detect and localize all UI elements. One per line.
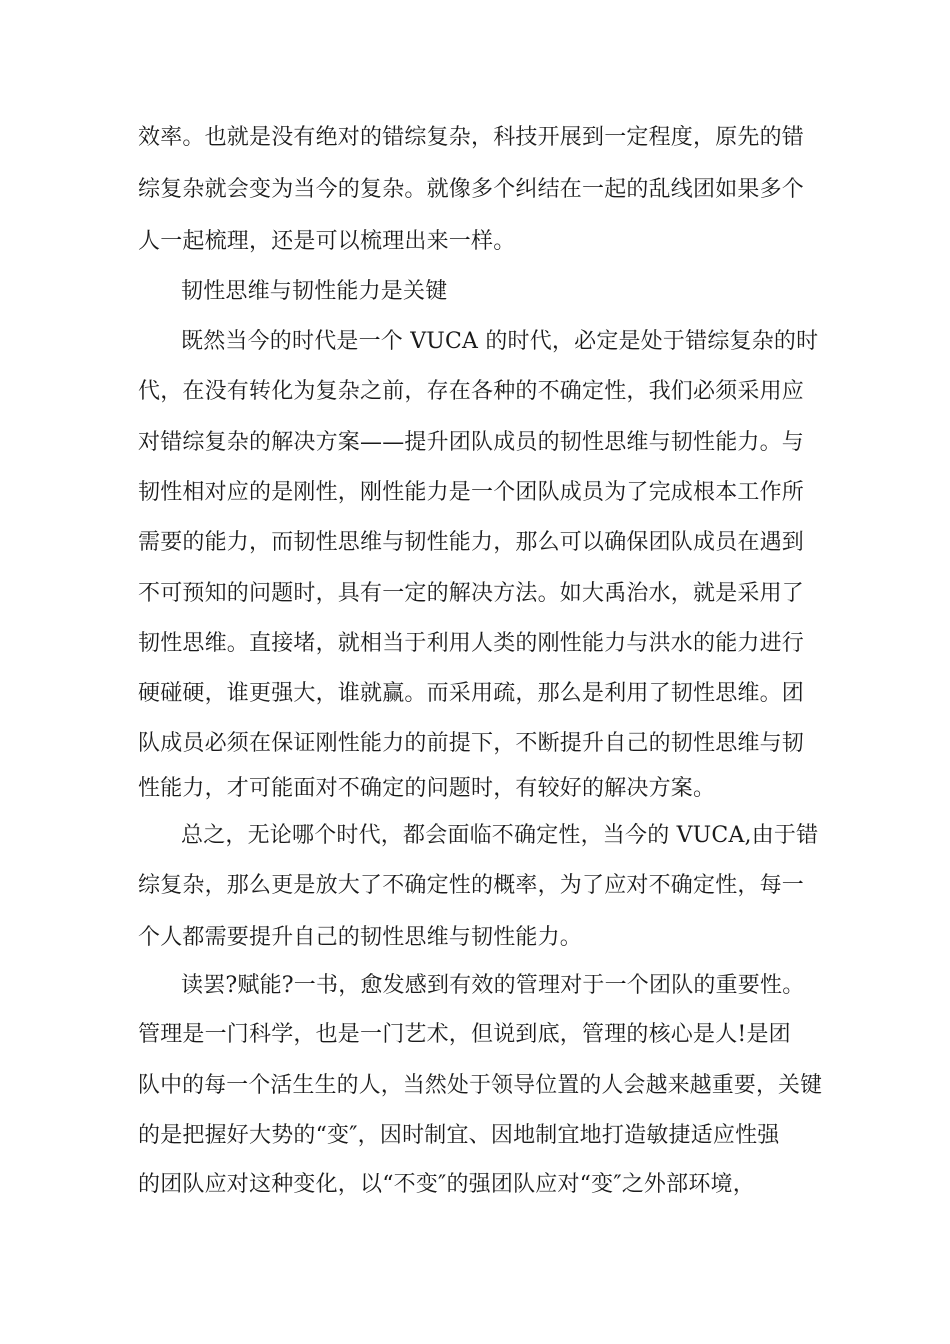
text-line: 综复杂就会变为当今的复杂。就像多个纠结在一起的乱线团如果多个 xyxy=(138,177,805,202)
text-line: 硬碰硬，谁更强大，谁就赢。而采用疏，那么是利用了韧性思维。团 xyxy=(138,681,805,706)
text-line: 管理是一门科学，也是一门艺术，但说到底，管理的核心是人!是团 xyxy=(138,1022,791,1047)
text-line: 的是把握好大势的“变″，因时制宜、因地制宜地打造敏捷适应性强 xyxy=(138,1123,780,1148)
text-line: 韧性相对应的是刚性，刚性能力是一个团队成员为了完成根本工作所 xyxy=(138,480,805,505)
text-line: 读罢?赋能?一书，愈发感到有效的管理对于一个团队的重要性。 xyxy=(181,973,805,998)
text-line: 效率。也就是没有绝对的错综复杂，科技开展到一定程度，原先的错 xyxy=(138,125,805,150)
text-line: 总之，无论哪个时代，都会面临不确定性，当今的 VUCA,由于错 xyxy=(181,823,819,848)
text-line: 对错综复杂的解决方案——提升团队成员的韧性思维与韧性能力。与 xyxy=(138,430,805,455)
text-line: 综复杂，那么更是放大了不确定性的概率，为了应对不确定性，每一 xyxy=(138,873,805,898)
text-line: 性能力，才可能面对不确定的问题时，有较好的解决方案。 xyxy=(138,776,716,801)
text-line: 人一起梳理，还是可以梳理出来一样。 xyxy=(138,229,516,254)
text-line: 既然当今的时代是一个 VUCA 的时代，必定是处于错综复杂的时 xyxy=(181,329,819,354)
text-line: 不可预知的问题时，具有一定的解决方法。如大禹治水，就是采用了 xyxy=(138,581,805,606)
text-line: 个人都需要提升自己的韧性思维与韧性能力。 xyxy=(138,925,583,950)
text-line: 代，在没有转化为复杂之前，存在各种的不确定性，我们必须采用应 xyxy=(138,379,805,404)
text-line: 队成员必须在保证刚性能力的前提下，不断提升自己的韧性思维与韧 xyxy=(138,731,805,756)
text-line: 需要的能力，而韧性思维与韧性能力，那么可以确保团队成员在遇到 xyxy=(138,530,805,555)
text-line: 队中的每一个活生生的人，当然处于领导位置的人会越来越重要，关键 xyxy=(138,1073,823,1098)
section-heading: 韧性思维与韧性能力是关键 xyxy=(181,279,448,304)
text-line: 韧性思维。直接堵，就相当于利用人类的刚性能力与洪水的能力进行 xyxy=(138,631,805,656)
text-line: 的团队应对这种变化，以“不变″的强团队应对“变″之外部环境， xyxy=(138,1172,755,1197)
